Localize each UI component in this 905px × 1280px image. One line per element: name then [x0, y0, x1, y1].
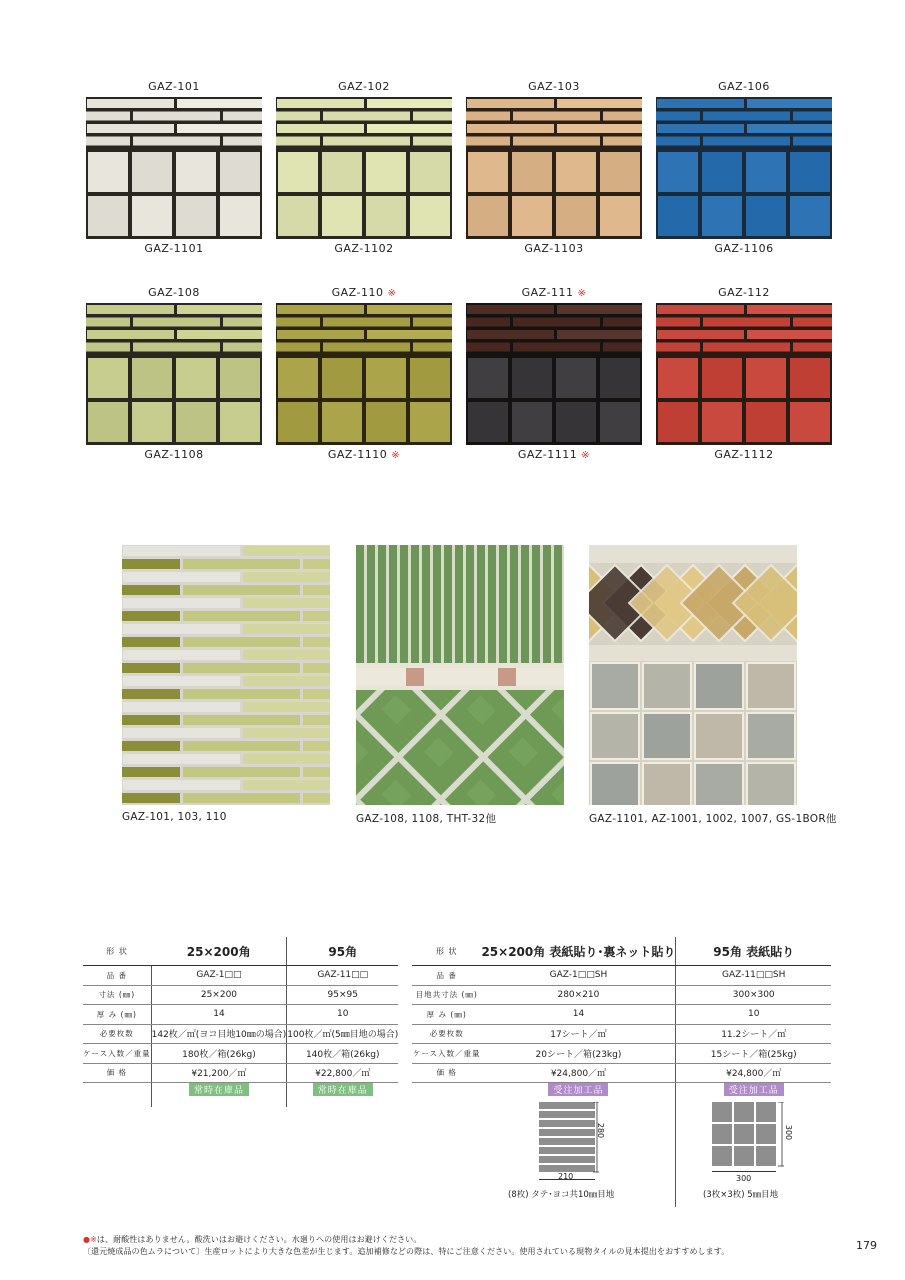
- spec-value: 20シート／箱(23kg): [481, 1044, 675, 1064]
- tile-swatch: [466, 97, 642, 239]
- stock-badge-1: 常時在庫品: [189, 1083, 249, 1096]
- swatch-code-top-text: GAZ-112: [718, 286, 770, 299]
- shape-25x200-sheet: 25×200角 表紙貼り･裏ネット貼り: [481, 937, 675, 966]
- swatch-code-top: [86, 80, 262, 93]
- swatch-code-top-mark: ※: [387, 288, 397, 299]
- tile-swatch: [656, 97, 832, 239]
- swatch-code-top: [86, 286, 262, 299]
- shape-label: 形 状: [83, 937, 151, 966]
- shape-95: 95角: [287, 937, 398, 966]
- swatch-code-bottom: [276, 448, 452, 461]
- spec-value: ¥21,200／㎡: [151, 1063, 287, 1083]
- sheet1-width: 210: [558, 1172, 574, 1181]
- spec-label: 寸法 (㎜): [83, 985, 151, 1005]
- photo-green-diamond-wall: [356, 545, 564, 805]
- spec-label: 価 格: [412, 1063, 481, 1083]
- spec-label: 品 番: [412, 966, 481, 986]
- swatch-code-top: [276, 286, 452, 299]
- swatch-code-bottom: [656, 242, 832, 255]
- footnote-color-variation: 〔還元焼成品の色ムラについて〕生産ロットにより大きな色差が生じます。追加補修などの際は、特にご注意ください。使用されている現物タイルの見本提出をおすすめします。: [83, 1247, 730, 1256]
- spec-table-loose: [83, 937, 398, 1107]
- spec-label: 品 番: [83, 966, 151, 986]
- swatch-code-top-text: GAZ-110: [331, 286, 384, 299]
- swatch-code-top-mark: ※: [577, 288, 587, 299]
- swatch-code-bottom-text: GAZ-1106: [714, 242, 774, 255]
- tile-swatch: [276, 303, 452, 445]
- sheet2-note: (3枚×3枚) 5㎜目地: [703, 1190, 779, 1200]
- spec-label: 厚 み (㎜): [83, 1005, 151, 1025]
- spec-value: 14: [151, 1005, 287, 1025]
- spec-value: 14: [481, 1005, 675, 1025]
- swatch-code-top: [656, 80, 832, 93]
- spec-value: 10: [676, 1005, 831, 1025]
- swatch-code-bottom: [86, 242, 262, 255]
- swatch-code-top-text: GAZ-103: [528, 80, 580, 93]
- spec-value: 140枚／箱(26kg): [287, 1044, 398, 1064]
- swatch-code-bottom-text: GAZ-1112: [714, 448, 774, 461]
- spec-value: GAZ-11□□SH: [676, 966, 831, 986]
- shape-label-sheet: 形 状: [412, 937, 481, 966]
- spec-value: 10: [287, 1005, 398, 1025]
- footnote-acid: [83, 1234, 421, 1245]
- swatch-code-bottom-text: GAZ-1110: [327, 448, 388, 461]
- spec-value: 100枚／㎡(5㎜目地の場合): [287, 1024, 398, 1044]
- spec-value: 280×210: [481, 985, 675, 1005]
- sheet2-height: 300: [784, 1124, 794, 1141]
- spec-value: ¥22,800／㎡: [287, 1063, 398, 1083]
- swatch-code-top-text: GAZ-102: [338, 80, 390, 93]
- sheet2-width-line: [712, 1171, 776, 1172]
- sheet2-width: 300: [736, 1174, 752, 1183]
- swatch-code-bottom-text: GAZ-1102: [334, 242, 394, 255]
- tile-swatch: [656, 303, 832, 445]
- tile-swatch: [466, 303, 642, 445]
- swatch-code-bottom: [656, 448, 832, 461]
- spec-value: 17シート／㎡: [481, 1024, 675, 1044]
- swatch-code-top-text: GAZ-108: [148, 286, 200, 299]
- swatch-code-top-text: GAZ-101: [148, 80, 200, 93]
- spec-label: 必要枚数: [83, 1024, 151, 1044]
- swatch-code-top: [466, 286, 642, 299]
- photo-caption-3: GAZ-1101, AZ-1001, 1002, 1007, GS-1BOR他: [589, 813, 837, 825]
- spec-value: 95×95: [287, 985, 398, 1005]
- spec-value: 25×200: [151, 985, 287, 1005]
- photo-slim-brick-wall: [122, 545, 330, 805]
- swatch-code-bottom-mark: ※: [391, 450, 401, 461]
- shape-95-sheet: 95角 表紙貼り: [676, 937, 831, 966]
- swatch-code-bottom-text: GAZ-1101: [144, 242, 204, 255]
- photo-caption-1: GAZ-101, 103, 110: [122, 811, 227, 823]
- page-number: 179: [856, 1239, 877, 1252]
- spec-value: 300×300: [676, 985, 831, 1005]
- footnote-mark: ●※: [83, 1235, 97, 1244]
- order-badge-2: 受注加工品: [724, 1083, 784, 1096]
- shape-25x200: 25×200角: [151, 937, 287, 966]
- swatch-code-top: [276, 80, 452, 93]
- spec-value: 11.2シート／㎡: [676, 1024, 831, 1044]
- spec-value: GAZ-1□□SH: [481, 966, 675, 986]
- sheet1-height: 280: [596, 1122, 606, 1139]
- tile-swatch: [86, 303, 262, 445]
- swatch-code-top: [466, 80, 642, 93]
- swatch-code-bottom: [276, 242, 452, 255]
- tile-swatch: [276, 97, 452, 239]
- spec-label: 目地共寸法 (㎜): [412, 985, 481, 1005]
- swatch-code-bottom-mark: ※: [581, 450, 591, 461]
- footnote-acid-text: は、耐酸性はありません。酸洗いはお避けください。水廻りへの使用はお避けください。: [96, 1235, 422, 1244]
- swatch-code-bottom: [86, 448, 262, 461]
- spec-value: 180枚／箱(26kg): [151, 1044, 287, 1064]
- stock-badge-2: 常時在庫品: [313, 1083, 373, 1096]
- spec-value: ¥24,800／㎡: [481, 1063, 675, 1083]
- swatch-code-bottom-text: GAZ-1108: [144, 448, 204, 461]
- photo-square-tile-wall: [589, 545, 797, 805]
- spec-value: 142枚／㎡(ヨコ目地10㎜の場合): [151, 1024, 287, 1044]
- swatch-code-top-text: GAZ-111: [521, 286, 574, 299]
- spec-label: ケース入数／重量: [83, 1044, 151, 1064]
- swatch-code-bottom-text: GAZ-1111: [517, 448, 578, 461]
- swatch-code-top: [656, 286, 832, 299]
- spec-value: ¥24,800／㎡: [676, 1063, 831, 1083]
- photo-caption-2: GAZ-108, 1108, THT-32他: [356, 813, 497, 825]
- swatch-code-bottom: [466, 242, 642, 255]
- spec-label: ケース入数／重量: [412, 1044, 481, 1064]
- spec-label: 価 格: [83, 1063, 151, 1083]
- tile-swatch: [86, 97, 262, 239]
- sheet1-note: (8枚) タテ･ヨコ共10㎜目地: [508, 1190, 615, 1200]
- spec-value: GAZ-1□□: [151, 966, 287, 986]
- swatch-code-bottom: [466, 448, 642, 461]
- order-badge-1: 受注加工品: [548, 1083, 608, 1096]
- swatch-code-top-text: GAZ-106: [718, 80, 770, 93]
- spec-label: 必要枚数: [412, 1024, 481, 1044]
- spec-value: 15シート／箱(25kg): [676, 1044, 831, 1064]
- sheet-diagram-95: [712, 1102, 790, 1168]
- swatch-code-bottom-text: GAZ-1103: [524, 242, 584, 255]
- spec-label: 厚 み (㎜): [412, 1005, 481, 1025]
- spec-value: GAZ-11□□: [287, 966, 398, 986]
